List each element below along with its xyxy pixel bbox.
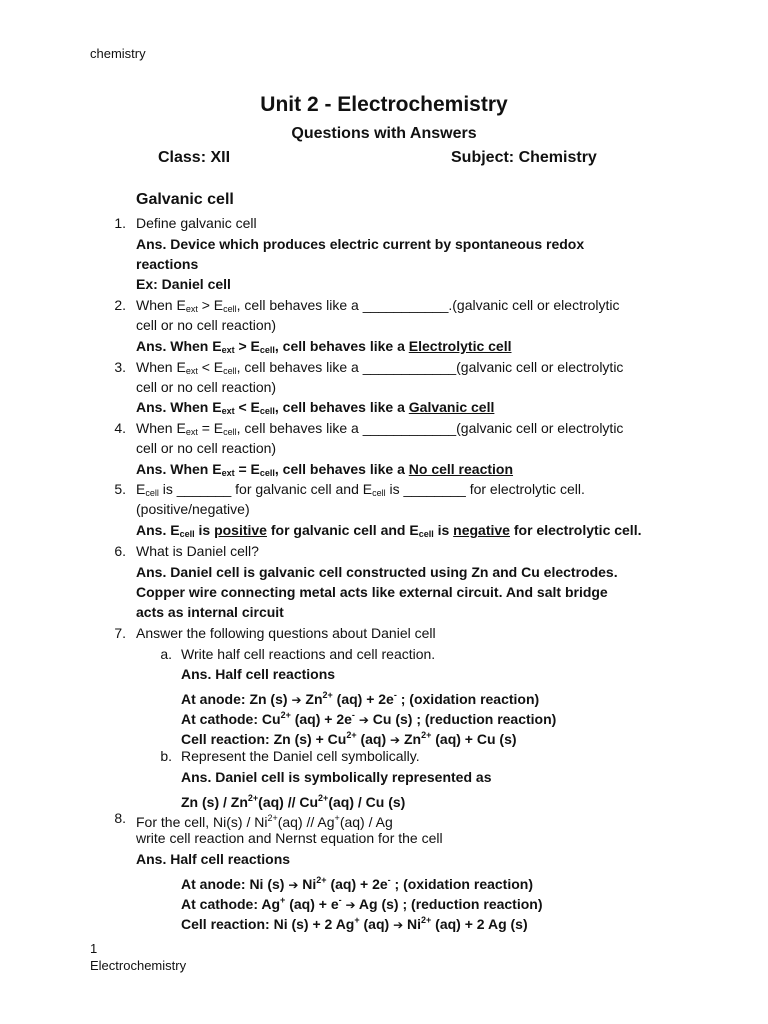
anode-reaction: At anode: Zn (s) ➔ $Zn^{2+}$ (aq) + 2e- ; (oxidation reaction) (181, 690, 540, 707)
page-title: Unit 2 - Electrochemistry (260, 93, 508, 116)
cathode-reaction: At cathode: $Cu^{2+}$ (aq) + 2e- ➔ Cu (s) ; (reduction reaction) (181, 710, 557, 727)
class-label: Class: XII (158, 149, 231, 166)
cell-notation: Zn $(s) / Zn^{2+}(aq) // Cu^{2+}(aq)$ / Cu (s) (181, 793, 406, 810)
question-text: write cell reaction and Nernst equation for the cell (136, 830, 443, 846)
answer-text: Ex: Daniel cell (136, 276, 231, 292)
arrow-icon: ➔ (390, 733, 401, 747)
question-text: Write half cell reactions and cell reaction. (181, 646, 436, 662)
answer-text: Copper wire connecting metal acts like external circuit. And salt bridge (136, 584, 608, 600)
question-text: cell or no cell reaction) (136, 317, 277, 333)
answer-text: Ans. Daniel cell is symbolically represented as (181, 769, 492, 785)
answer-text: acts as internal circuit (136, 604, 284, 620)
cell-reaction: Cell reaction: Ni (s) + 2 Ag+ (aq) ➔ $Ni^{2+}$ (aq) + 2 Ag (s) (181, 915, 528, 932)
answer-text: Ans. When $E_{ext} = E_{cell}$, cell behaves like a No cell reaction (136, 461, 514, 478)
arrow-icon: ➔ (345, 898, 356, 912)
answer-text: Ans. Half cell reactions (136, 851, 291, 867)
question-number: 5. (114, 481, 126, 497)
cell-reaction: Cell reaction: Zn $(s) + Cu^{2+}$ (aq) ➔ $Zn^{2+}$ (aq) + Cu (s) (181, 730, 517, 747)
section-heading: Galvanic cell (136, 191, 234, 208)
answer-text: Ans. When $E_{ext} > E_{cell}$, cell behaves like a Electrolytic cell (136, 338, 512, 355)
question-text: cell or no cell reaction) (136, 440, 277, 456)
question-text: What is Daniel cell? (136, 543, 259, 559)
question-text: Answer the following questions about Daniel cell (136, 625, 436, 641)
question-text: (positive/negative) (136, 501, 250, 517)
question-text: When $E_{ext} > E_{cell}$, cell behaves like a ___________.(galvanic cell or electrolytic (136, 297, 620, 314)
answer-text: Ans. Device which produces electric current by spontaneous redox (136, 236, 585, 252)
question-text: Define galvanic cell (136, 215, 257, 231)
question-text: Represent the Daniel cell symbolically. (181, 748, 420, 764)
question-text: $E_{cell}$ is _______ for galvanic cell and $E_{cell}$ is ________ for electrolytic cell. (136, 481, 585, 498)
question-number: 3. (114, 359, 126, 375)
arrow-icon: ➔ (358, 713, 369, 727)
question-number: 1. (114, 215, 126, 231)
answer-text: Ans. When $E_{ext} < E_{cell}$, cell behaves like a Galvanic cell (136, 399, 495, 416)
page-subtitle: Questions with Answers (291, 125, 477, 142)
question-text: When $E_{ext} < E_{cell}$, cell behaves like a ____________(galvanic cell or electrolytic (136, 359, 624, 376)
arrow-icon: ➔ (291, 693, 302, 707)
question-number: 2. (114, 297, 126, 313)
anode-reaction: At anode: Ni (s) ➔ $Ni^{2+}$ (aq) + 2e- ; (oxidation reaction) (181, 875, 533, 892)
question-text: cell or no cell reaction) (136, 379, 277, 395)
question-number: 4. (114, 420, 126, 436)
cathode-reaction: At cathode: Ag+ (aq) + e- ➔ Ag (s) ; (reduction reaction) (181, 895, 543, 912)
subject-label: Subject: Chemistry (451, 149, 597, 166)
question-text: For the cell, $Ni(s) / Ni^{2+}(aq) // Ag^+(aq)$ / Ag (136, 813, 393, 830)
page-footer: Electrochemistry (90, 958, 187, 973)
answer-text: Ans. Daniel cell is galvanic cell constructed using Zn and Cu electrodes. (136, 564, 618, 580)
answer-text: Ans. $E_{cell}$ is positive for galvanic cell and $E_{cell}$ is negative for electrolytic cell. (136, 522, 642, 539)
answer-text: Ans. Half cell reactions (181, 666, 336, 682)
page-header: chemistry (90, 46, 146, 61)
answer-text: reactions (136, 256, 199, 272)
question-text: When $E_{ext} = E_{cell}$, cell behaves like a ____________(galvanic cell or electrolytic (136, 420, 624, 437)
subquestion-letter: a. (160, 646, 172, 662)
question-number: 7. (114, 625, 126, 641)
question-number: 8. (114, 810, 126, 826)
question-number: 6. (114, 543, 126, 559)
arrow-icon: ➔ (288, 878, 299, 892)
arrow-icon: ➔ (393, 918, 404, 932)
page-number: 1 (90, 941, 98, 956)
subquestion-letter: b. (160, 748, 172, 764)
